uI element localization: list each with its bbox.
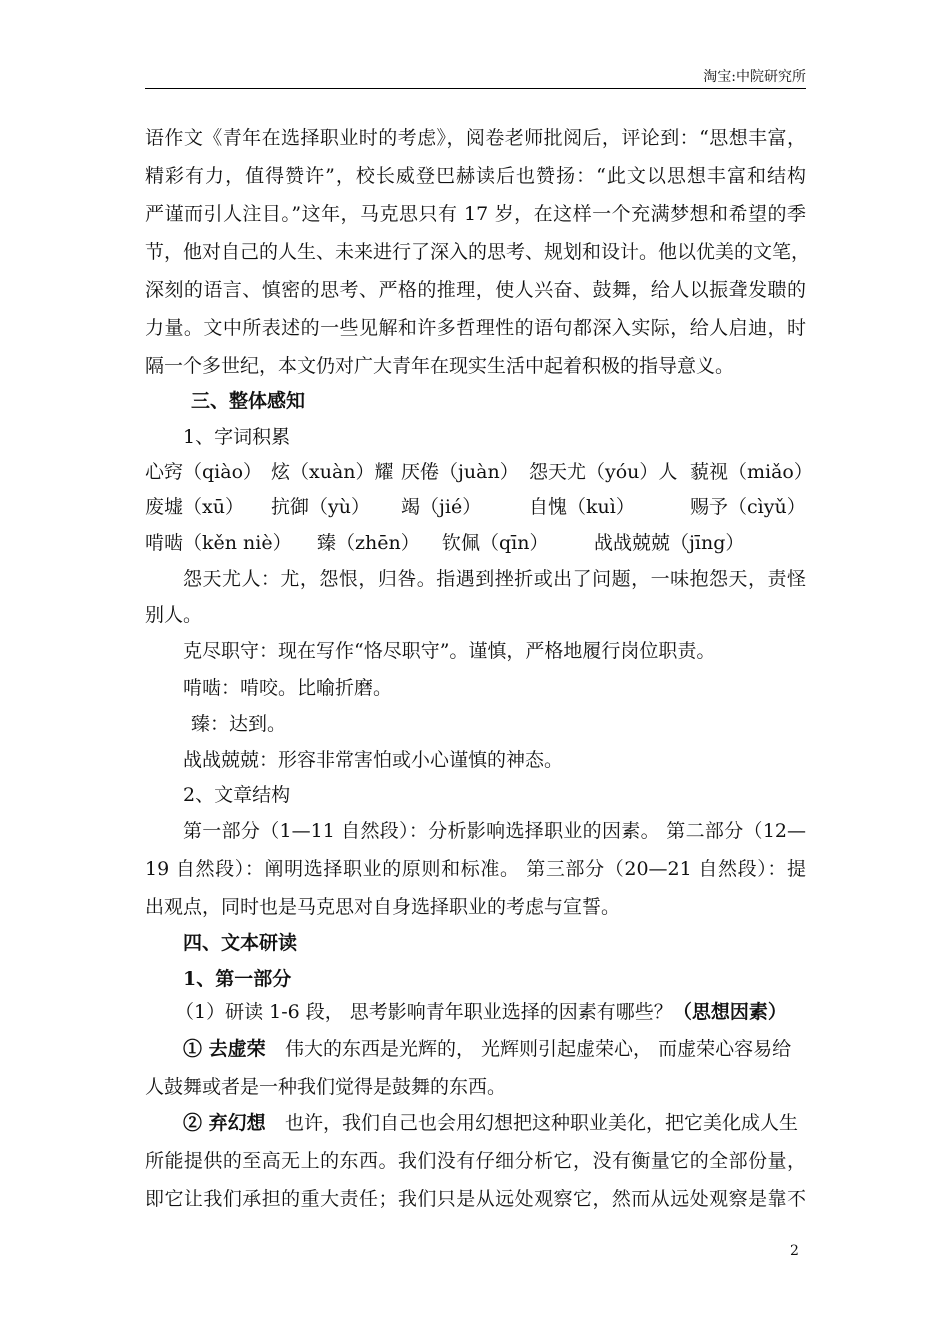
intro-line: 严谨而引人注目。”这年，马克思只有 17 岁，在这样一个充满梦想和希望的季: [145, 203, 806, 225]
structure-line: 出观点，同时也是马克思对自身选择职业的考虑与宣誓。: [145, 896, 621, 918]
subsection-heading: 2、文章结构: [183, 784, 291, 806]
vocab-item: 炫（xuàn）耀: [271, 461, 394, 483]
vocab-item: 战战兢兢（jīng）: [594, 532, 745, 554]
definition-line: 臻：达到。: [191, 713, 287, 735]
intro-line: 力量。文中所表述的一些见解和许多哲理性的语句都深入实际，给人启迪，时: [145, 317, 806, 339]
point-text: 伟大的东西是光辉的， 光辉则引起虚荣心， 而虚荣心容易给: [285, 1038, 792, 1060]
vocab-item: 啃啮（kěn niè）: [145, 532, 292, 554]
vocab-item: 抗御（yù）: [271, 496, 370, 518]
intro-line: 语作文《青年在选择职业时的考虑》，阅卷老师批阅后，评论到：“思想丰富，: [145, 127, 806, 149]
intro-line: 精彩有力，值得赞许”，校长威登巴赫读后也赞扬：“此文以思想丰富和结构: [145, 165, 806, 187]
question-line: [175, 997, 845, 1027]
vocab-item: 自愧（kuì）: [529, 496, 635, 518]
point-label: ② 弃幻想: [183, 1112, 266, 1134]
intro-line: 深刻的语言、慎密的思考、严格的推理，使人兴奋、鼓舞，给人以振聋发聩的: [145, 279, 806, 301]
point-line: 人鼓舞或者是一种我们觉得是鼓舞的东西。: [145, 1076, 507, 1098]
section-heading: 四、文本研读: [183, 932, 298, 954]
point-line: 所能提供的至高无上的东西。我们没有仔细分析它，没有衡量它的全部份量，: [145, 1150, 806, 1172]
vocab-item: 厌倦（juàn）: [401, 461, 519, 483]
vocab-item: 钦佩（qīn）: [442, 532, 549, 554]
definition-line: 克尽职守：现在写作“恪尽职守”。谨慎，严格地履行岗位职责。: [183, 640, 716, 662]
point-label: ① 去虚荣: [183, 1038, 266, 1060]
vocab-row: [145, 528, 815, 558]
structure-line: 19 自然段）：阐明选择职业的原则和标准。 第三部分（20—21 自然段）：提: [145, 858, 806, 880]
point-line: 即它让我们承担的重大责任；我们只是从远处观察它，然而从远处观察是靠不: [145, 1188, 806, 1210]
definition-line: 战战兢兢：形容非常害怕或小心谨慎的神态。: [183, 749, 564, 771]
page-number: 2: [790, 1243, 799, 1259]
intro-line: 节，他对自己的人生、未来进行了深入的思考、规划和设计。他以优美的文笔，: [145, 241, 811, 263]
point-text: 也许，我们自己也会用幻想把这种职业美化，把它美化成人生: [285, 1112, 799, 1134]
subsection-heading: 1、第一部分: [183, 968, 292, 990]
vocab-item: 赐予（cìyǔ）: [690, 496, 806, 518]
section-heading: 三、整体感知: [191, 390, 306, 412]
question-text: （1）研读 1-6 段， 思考影响青年职业选择的因素有哪些？: [175, 1001, 673, 1023]
vocab-item: 藐视（miǎo）: [690, 461, 813, 483]
vocab-row: [145, 492, 815, 522]
question-answer: （思想因素）: [672, 1001, 787, 1023]
definition-line: 别人。: [145, 604, 203, 626]
vocab-item: 臻（zhēn）: [317, 532, 420, 554]
vocab-item: 竭（jié）: [401, 496, 482, 518]
definition-line: 怨天尤人：尤，怨恨，归咎。指遇到挫折或出了问题，一味抱怨天，责怪: [183, 568, 806, 590]
vocab-row: [145, 457, 815, 487]
subsection-heading: 1、字词积累: [183, 426, 291, 448]
vocab-item: 废墟（xū）: [145, 496, 244, 518]
point-line: [145, 1108, 815, 1138]
definition-line: 啃啮：啃咬。比喻折磨。: [183, 677, 393, 699]
page-header: [145, 66, 806, 89]
vocab-item: 心窍（qiào）: [145, 461, 263, 483]
point-line: [145, 1034, 815, 1064]
vocab-item: 怨天尤（yóu）人: [529, 461, 678, 483]
structure-line: 第一部分（1—11 自然段）：分析影响选择职业的因素。 第二部分（12—: [183, 820, 806, 842]
header-text: 淘宝:中院研究所: [703, 69, 806, 85]
intro-line: 隔一个多世纪，本文仍对广大青年在现实生活中起着积极的指导意义。: [145, 355, 735, 377]
